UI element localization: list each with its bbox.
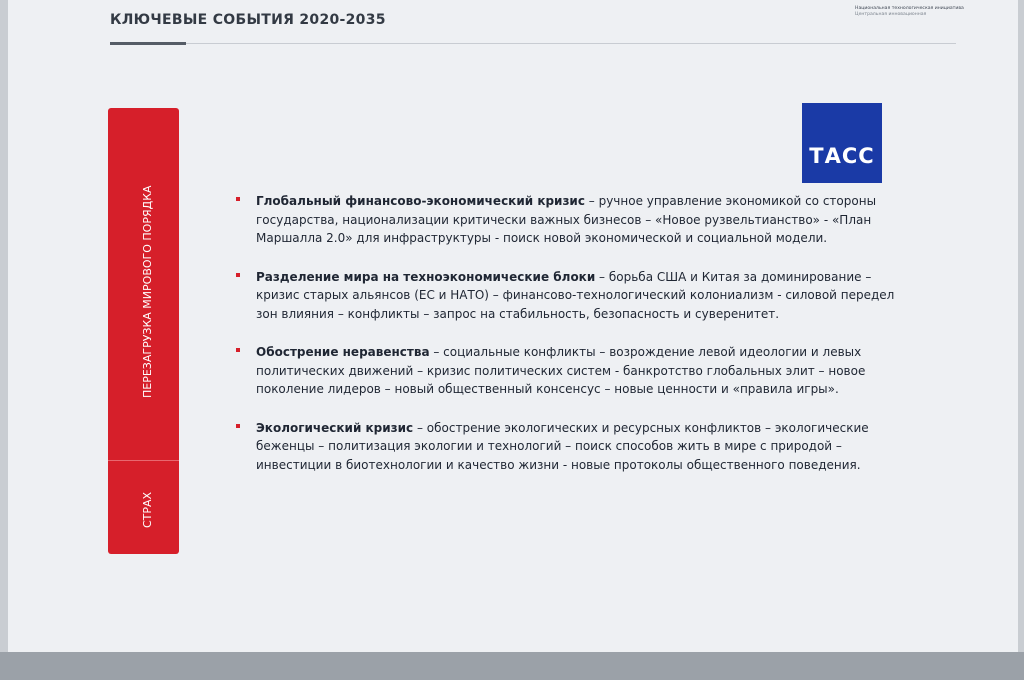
point-title: Глобальный финансово-экономический кризис <box>256 194 585 208</box>
bullet-icon <box>236 348 240 352</box>
title-underline <box>110 42 186 45</box>
list-item <box>236 192 908 248</box>
sidebar-section-label: ПЕРЕЗАГРУЗКА МИРОВОГО ПОРЯДКА <box>141 185 154 398</box>
bullet-icon <box>236 424 240 428</box>
org-name: Национальная технологическая инициатива <box>855 6 964 11</box>
tass-logo <box>802 103 882 183</box>
point-text: – борьба США и Китая за доминирование – кризис старых альянсов (ЕС и НАТО) – финансово-технологический колониализм - силовой передел зон влияния – конфликты – запрос на стабильность, безопасность и суверенитет. <box>256 269 895 321</box>
point-text: – обострение экологических и ресурсных конфликтов – экологические беженцы – политизация экологии и технологий – поиск способов жить в мире с природой – инвестиции в биотехнологии и качество жизни - новые протоколы общественного поведения. <box>256 420 869 472</box>
point-text: – социальные конфликты – возрождение левой идеологии и левых политических движений – кризис политических систем - банкротство глобальных элит – новое поколение лидеров – новый общественный консенсус – новые ценности и «правила игры». <box>256 345 866 396</box>
section-sidebar <box>108 108 179 554</box>
key-events-list <box>236 192 908 494</box>
point-title: Экологический кризис <box>256 420 414 435</box>
header-divider <box>186 43 956 44</box>
bullet-icon <box>236 197 240 201</box>
logo-text: ТАСС <box>809 144 875 168</box>
page-title: КЛЮЧЕВЫЕ СОБЫТИЯ 2020-2035 <box>110 12 386 28</box>
screen-bottom-bezel <box>0 652 1024 680</box>
list-item <box>236 268 908 324</box>
list-item <box>236 419 908 475</box>
point-title: Разделение мира на техноэкономические блоки <box>256 269 596 284</box>
sidebar-divider <box>108 460 179 461</box>
list-item <box>236 343 908 399</box>
point-text: – ручное управление экономикой со стороны государства, национализации критически важных бизнесов – «Новое рузвельтианство» - «План Маршалла 2.0» для инфраструктуры - поиск новой экономической и социальной модели. <box>256 194 877 245</box>
org-subtitle: Центральная инновационная <box>855 11 927 17</box>
bullet-icon <box>236 273 240 277</box>
org-logo-block <box>855 6 965 17</box>
point-title: Обострение неравенства <box>256 345 430 359</box>
sidebar-category-label: СТРАХ <box>141 491 154 528</box>
